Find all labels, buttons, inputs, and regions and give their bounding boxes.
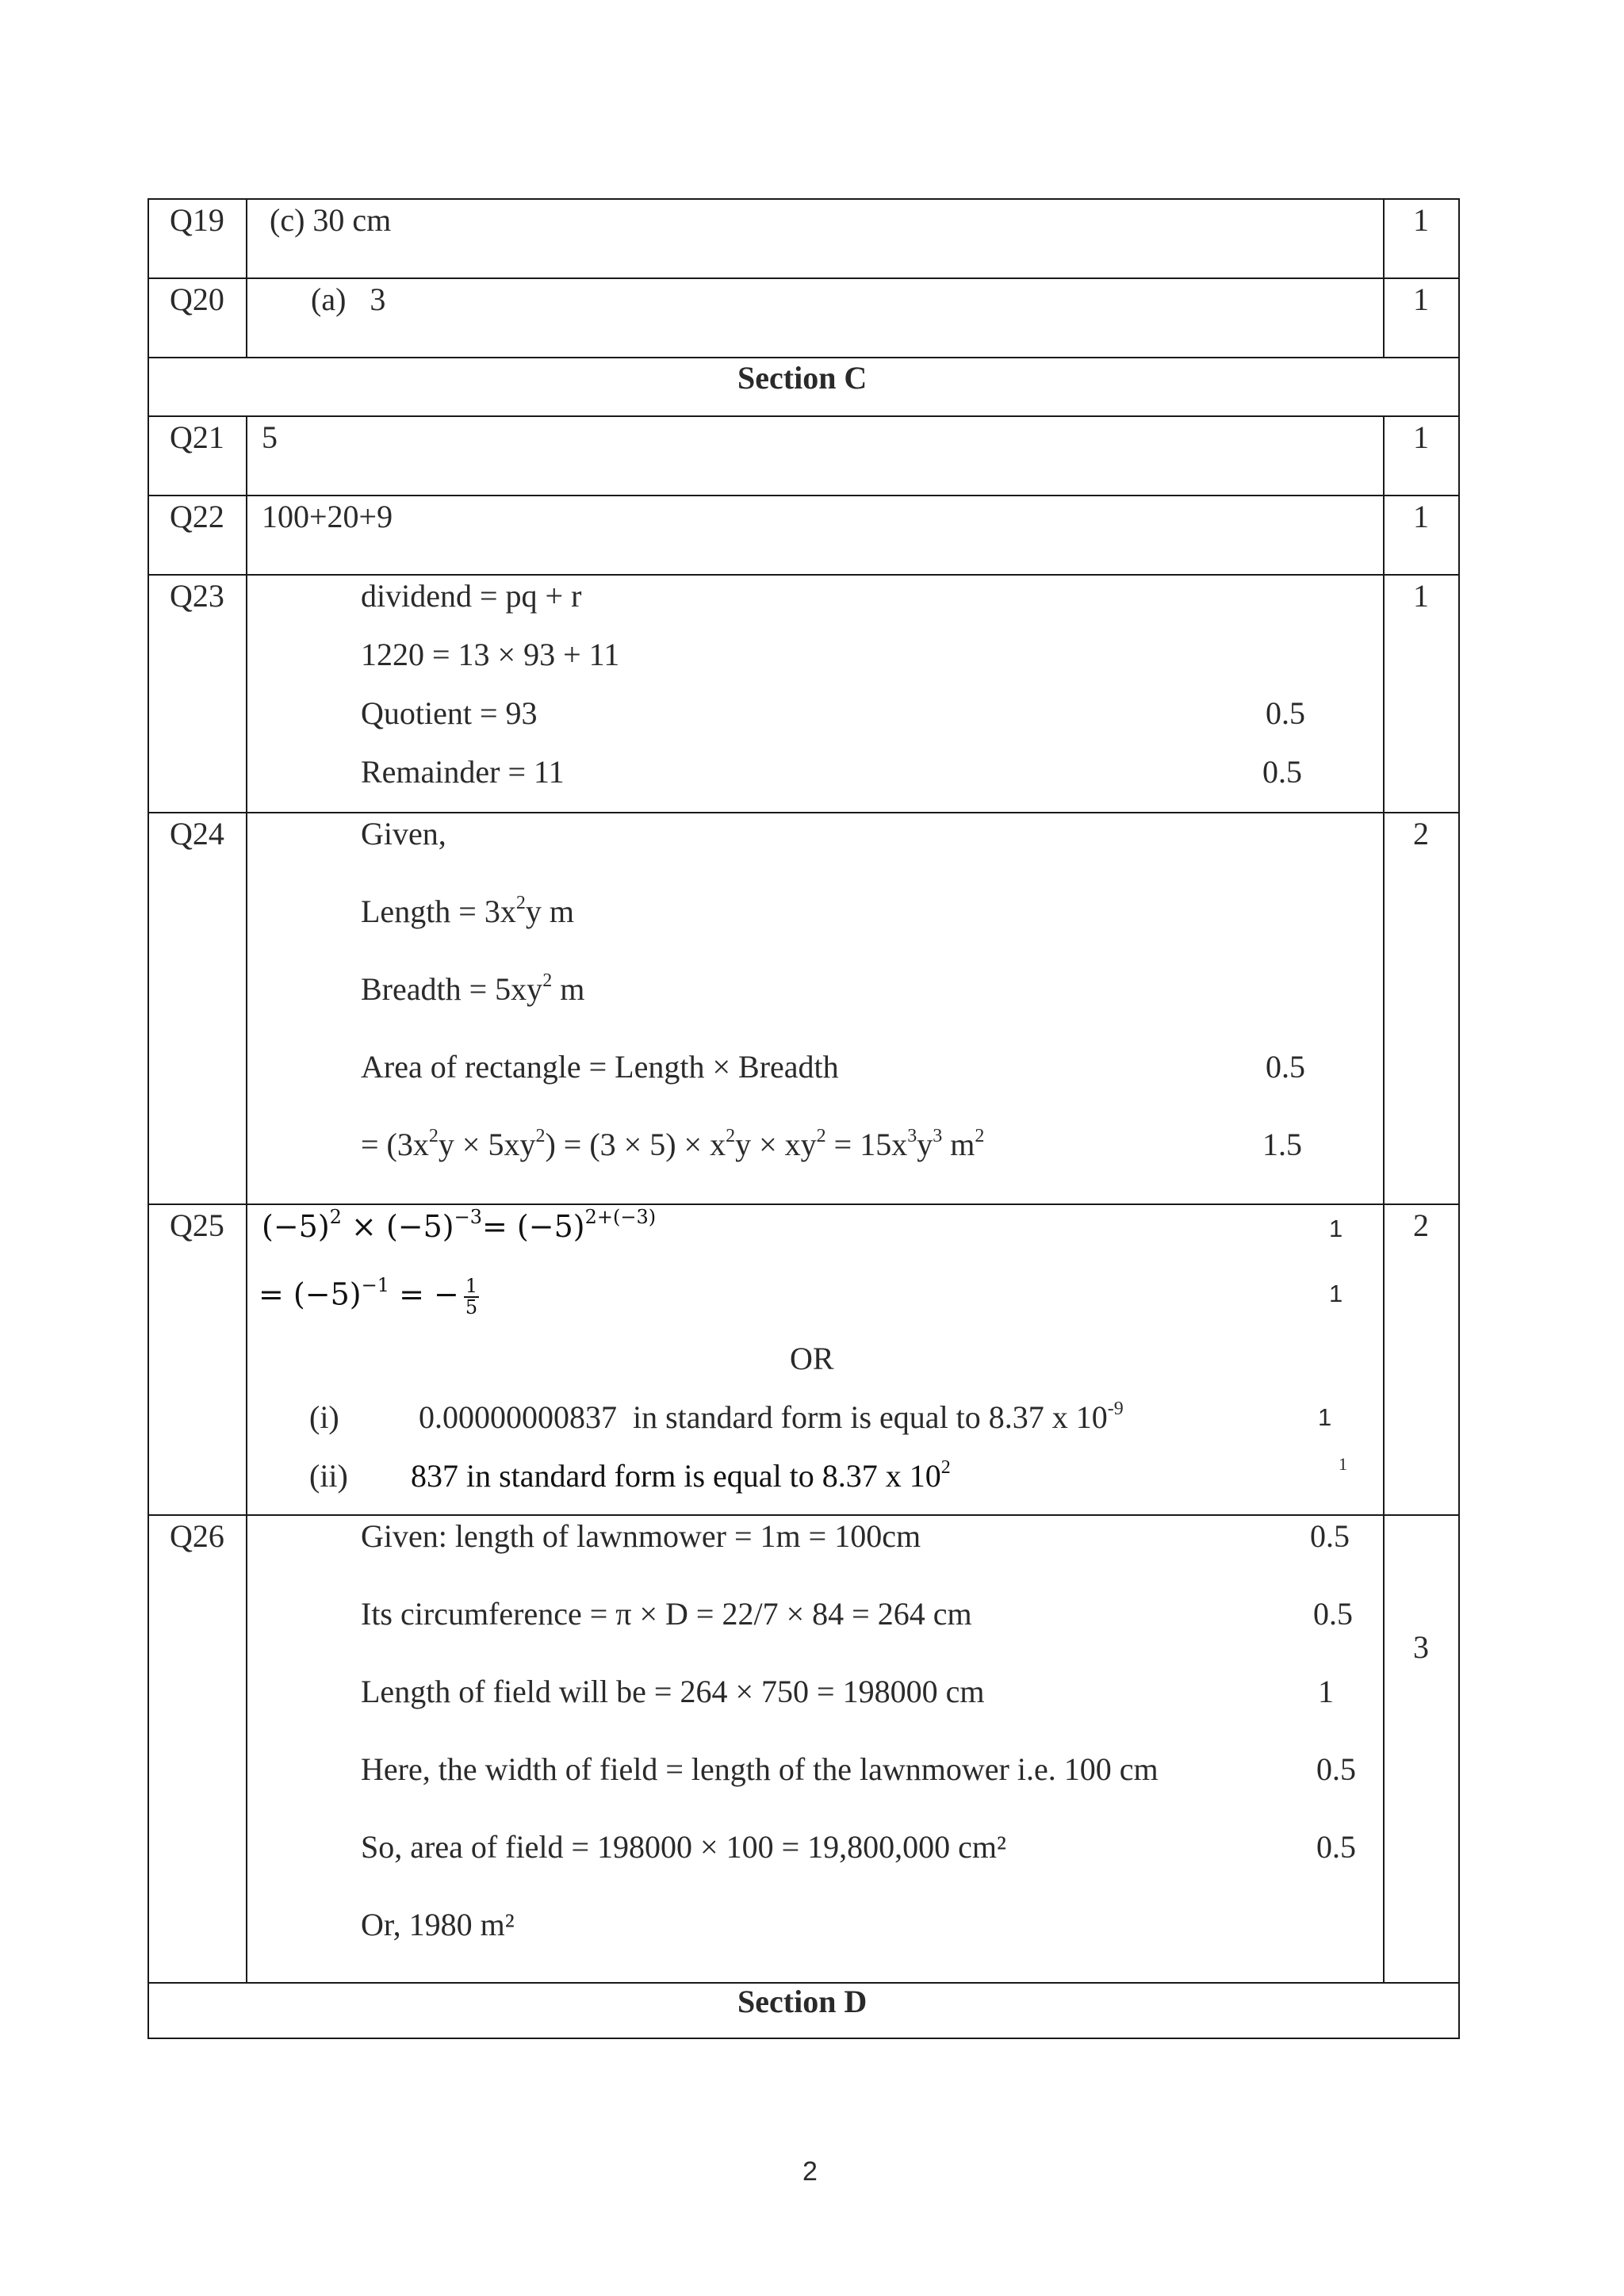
marks-value: 2 xyxy=(1413,1207,1429,1243)
solution-line: Given: length of lawnmower = 1m = 100cm xyxy=(361,1518,921,1554)
solution-line: Remainder = 11 xyxy=(361,754,565,790)
marks-value: 1 xyxy=(1413,202,1429,238)
step-mark: 1.5 xyxy=(1262,1127,1302,1162)
answer-text: (c) 30 cm xyxy=(270,202,392,238)
row-divider xyxy=(149,277,1458,279)
solution-line: dividend = pq + r xyxy=(361,578,582,614)
solution-line: = $(3x^2y \times 5xy^2) = (3 \times 5) \times x^2y \times xy^2 = 15x^3y^3$ $m^2$ xyxy=(361,1126,985,1162)
solution-line: Its circumference = π × D = 22/7 × 84 = 264 cm xyxy=(361,1596,972,1632)
question-number: Q20 xyxy=(170,281,224,317)
page-number: 2 xyxy=(802,2156,818,2187)
answer-text: 100+20+9 xyxy=(262,499,393,534)
question-number: Q25 xyxy=(170,1207,224,1243)
step-mark: 0.5 xyxy=(1262,754,1302,790)
section-heading: Section D xyxy=(737,1984,868,2019)
step-mark: 0.5 xyxy=(1310,1518,1350,1554)
question-number: Q22 xyxy=(170,499,224,534)
marks-value: 1 xyxy=(1413,419,1429,455)
sub-item-label: (i) xyxy=(309,1399,339,1435)
row-divider xyxy=(149,1203,1458,1205)
step-mark: 1 xyxy=(1318,1403,1332,1431)
fraction: $\frac{1}{5}$ xyxy=(465,1275,478,1319)
row-divider xyxy=(149,415,1458,417)
step-mark: 1 xyxy=(1318,1674,1334,1709)
math-expression: $(-5)^2 \times (-5)^{-3}= (-5)^{2+(-3)}$ xyxy=(262,1206,657,1244)
step-mark: 1 xyxy=(1329,1215,1343,1242)
column-divider xyxy=(1383,200,1385,357)
marks-value: 3 xyxy=(1413,1629,1429,1665)
solution-line: Or, 1980 m² xyxy=(361,1907,515,1942)
step-mark: 0.5 xyxy=(1316,1751,1356,1787)
solution-line: Given, xyxy=(361,816,446,851)
sub-item-text: 837 in standard form is equal to 8.37 x $10^2$ xyxy=(411,1457,951,1494)
step-mark: 1 xyxy=(1329,1280,1343,1307)
question-number: Q23 xyxy=(170,578,224,614)
or-separator: OR xyxy=(790,1341,834,1376)
question-number: Q26 xyxy=(170,1518,224,1554)
step-mark: 0.5 xyxy=(1313,1596,1353,1632)
math-expression: = $(-5)^{-1}$ = − $\frac{1}{5}$ xyxy=(259,1273,478,1319)
question-number: Q24 xyxy=(170,816,224,851)
solution-line: Length of field will be = 264 × 750 = 198000 cm xyxy=(361,1674,985,1709)
answer-text: 5 xyxy=(262,419,278,455)
row-divider xyxy=(149,357,1458,358)
solution-line: Breadth = $5xy^2$ m xyxy=(361,970,585,1007)
step-mark: 1 xyxy=(1339,1454,1347,1474)
marks-value: 1 xyxy=(1413,578,1429,614)
row-divider xyxy=(149,812,1458,813)
column-divider xyxy=(246,200,247,357)
solution-line: Length = $3x^2y$ m xyxy=(361,893,574,929)
answer-text: (a) 3 xyxy=(311,281,386,317)
solution-line: Area of rectangle = Length × Breadth xyxy=(361,1049,839,1085)
solution-line: So, area of field = 198000 × 100 = 19,800,000 cm² xyxy=(361,1829,1006,1865)
marks-value: 2 xyxy=(1413,816,1429,851)
column-divider xyxy=(246,415,247,1982)
solution-line: Here, the width of field = length of the lawnmower i.e. 100 cm xyxy=(361,1751,1159,1787)
marks-value: 1 xyxy=(1413,499,1429,534)
column-divider xyxy=(1383,415,1385,1982)
row-divider xyxy=(149,495,1458,496)
sub-item-text: 0.00000000837 in standard form is equal to 8.37 x $10^{-9}$ xyxy=(419,1399,1124,1435)
question-number: Q19 xyxy=(170,202,224,238)
step-mark: 0.5 xyxy=(1266,695,1305,731)
sub-item-label: (ii) xyxy=(309,1458,348,1494)
row-divider xyxy=(149,1514,1458,1516)
question-number: Q21 xyxy=(170,419,224,455)
marks-value: 1 xyxy=(1413,281,1429,317)
solution-line: 1220 = 13 × 93 + 11 xyxy=(361,637,620,672)
row-divider xyxy=(149,574,1458,576)
section-heading: Section C xyxy=(737,360,868,396)
solution-line: Quotient = 93 xyxy=(361,695,538,731)
step-mark: 0.5 xyxy=(1266,1049,1305,1085)
step-mark: 0.5 xyxy=(1316,1829,1356,1865)
